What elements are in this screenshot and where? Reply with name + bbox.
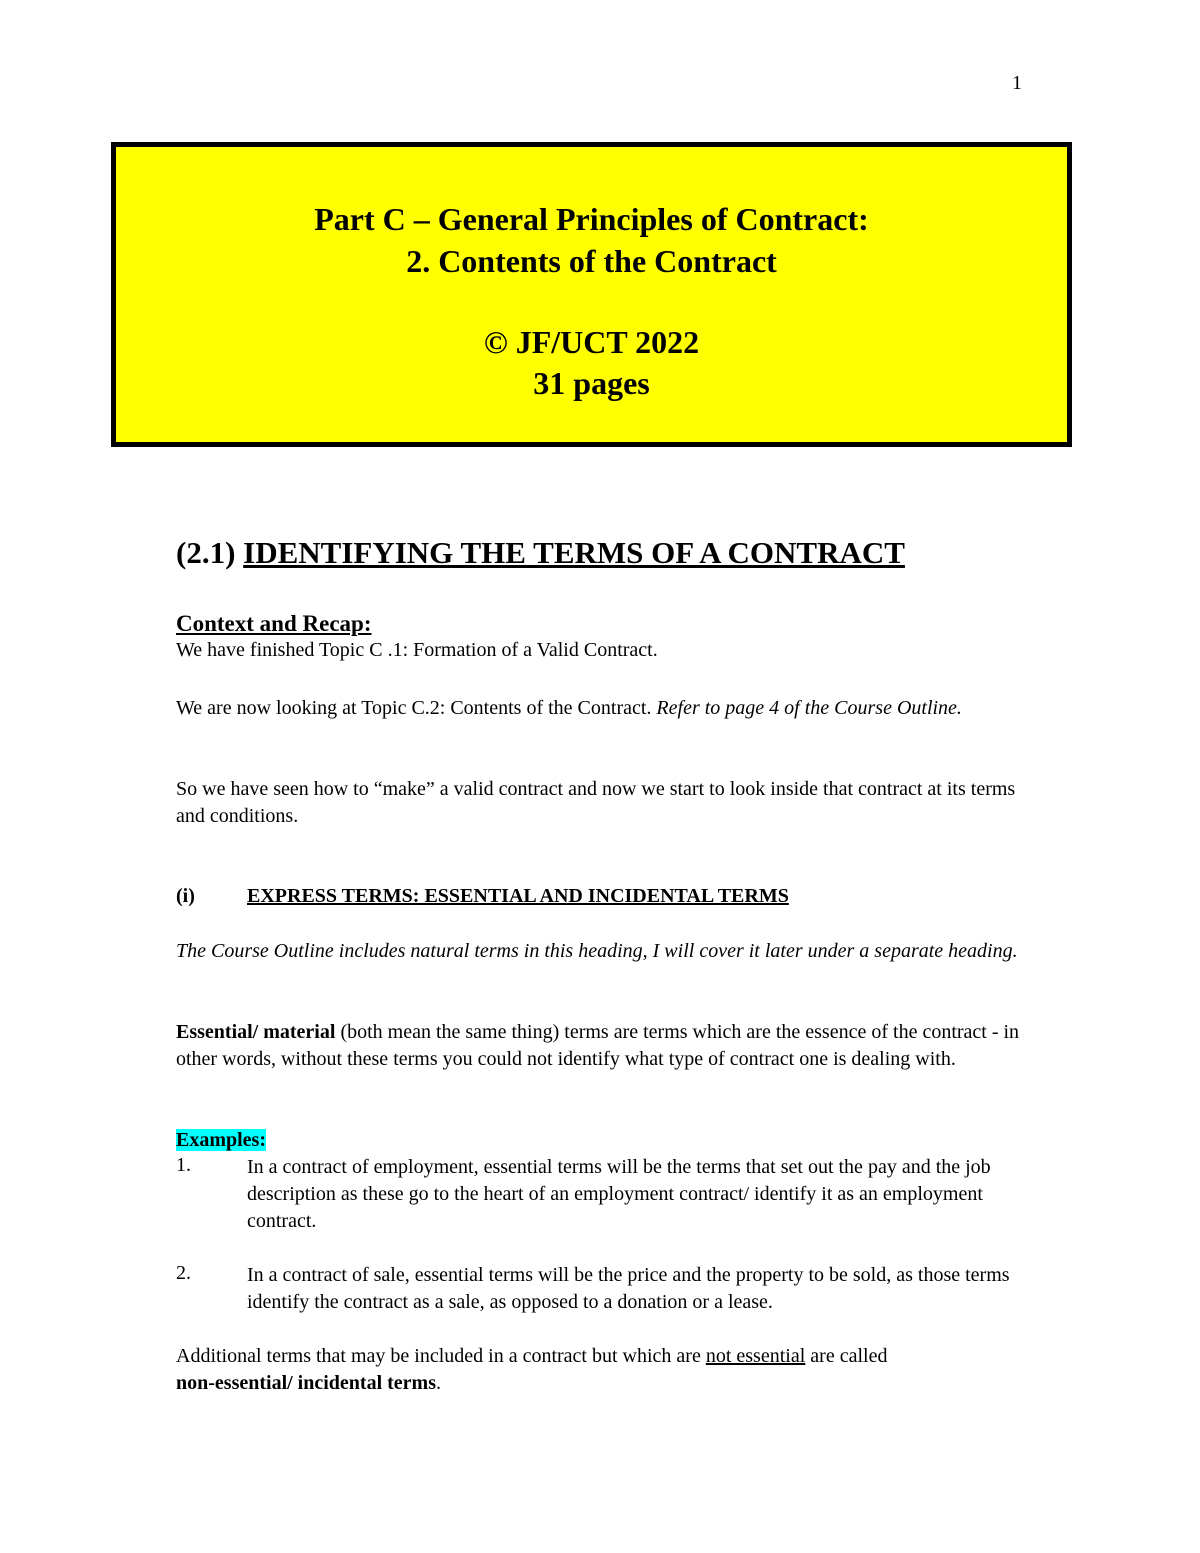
example-number: 1. <box>176 1154 191 1176</box>
context-paragraph-1: We have finished Topic C .1: Formation of a Valid Contract. <box>176 639 658 661</box>
example-text: In a contract of sale, essential terms will be the price and the property to be sold, as those terms identify the contract as a sale, as opposed to a donation or a lease. <box>247 1264 1010 1313</box>
closing-paragraph <box>176 1343 1036 1397</box>
example-number: 2. <box>176 1262 191 1284</box>
title-line-copyright: © JF/UCT 2022 <box>483 324 700 360</box>
closing-part-1: Additional terms that may be included in a contract but which are <box>176 1345 701 1367</box>
subsection-title: EXPRESS TERMS: ESSENTIAL AND INCIDENTAL TERMS <box>247 885 789 907</box>
context-paragraph-3: So we have seen how to “make” a valid contract and now we start to look inside that contract at its terms and conditions. <box>176 778 1016 827</box>
context-p2-italic: Refer to page 4 of the Course Outline. <box>656 697 962 719</box>
section-prefix: (2.1) <box>176 535 236 570</box>
definition-text: (both mean the same thing) terms are terms which are the essence of the contract - in other words, without these terms you could not identify what type of contract one is dealing with. <box>176 1021 1020 1070</box>
context-p2-normal: We are now looking at Topic C.2: Contents of the Contract. <box>176 697 652 719</box>
closing-bold-term: non-essential/ incidental terms <box>176 1372 436 1394</box>
subsection-note: The Course Outline includes natural terms in this heading, I will cover it later under a separate heading. <box>176 940 1018 962</box>
title-line-topic: 2. Contents of the Contract <box>406 243 777 279</box>
closing-part-2: are called <box>810 1345 888 1367</box>
context-heading: Context and Recap: <box>176 611 372 636</box>
subsection-label: (i) <box>176 885 195 907</box>
title-box <box>111 142 1072 447</box>
definition-term: Essential/ material <box>176 1021 336 1043</box>
section-title: IDENTIFYING THE TERMS OF A CONTRACT <box>243 535 905 570</box>
closing-end: . <box>436 1372 441 1394</box>
section-heading <box>176 535 905 571</box>
examples-heading: Examples: <box>176 1129 266 1151</box>
context-paragraph-2 <box>176 695 1036 722</box>
page-number: 1 <box>1012 72 1022 94</box>
title-line-part: Part C – General Principles of Contract: <box>314 201 869 237</box>
examples-heading-wrap <box>176 1127 1036 1154</box>
closing-underlined: not essential <box>705 1345 806 1367</box>
context-block <box>176 610 1036 664</box>
definition-paragraph <box>176 1019 1036 1073</box>
title-line-pages: 31 pages <box>533 365 650 401</box>
example-text: In a contract of employment, essential terms will be the terms that set out the pay and the job description as these go to the heart of an employment contract/ identify it as an employment contract. <box>247 1156 991 1232</box>
